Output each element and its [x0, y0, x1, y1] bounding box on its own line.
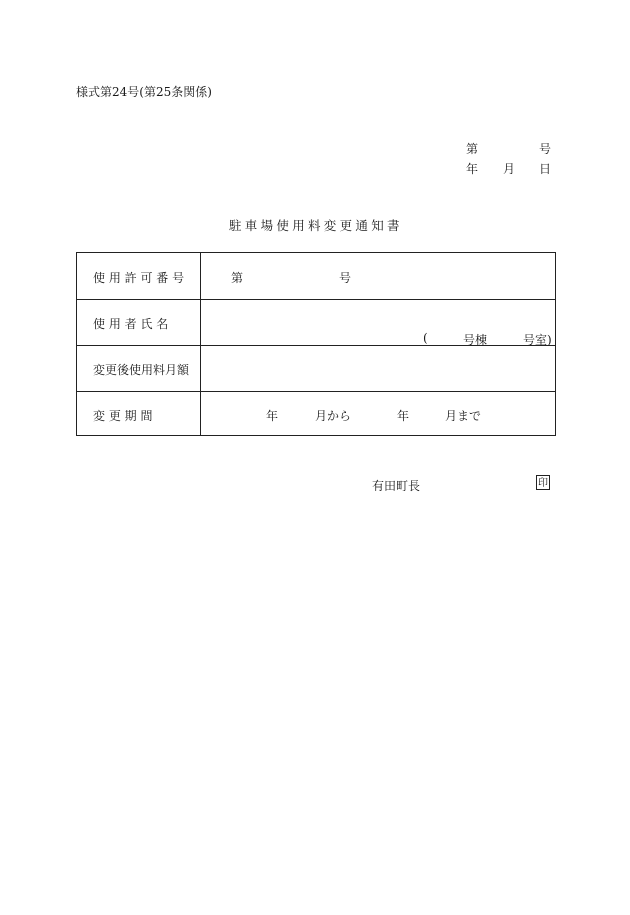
date-month: 月 [503, 162, 516, 176]
label-permit-number: 使 用 許 可 番 号 [93, 271, 185, 285]
table-divider-row-3 [77, 391, 555, 392]
notice-table [76, 252, 556, 436]
form-code: 様式第24号(第25条関係) [76, 85, 212, 99]
address-building: 号棟 [463, 333, 488, 347]
address-paren-open: ( [423, 331, 428, 345]
address-room: 号室) [523, 333, 552, 347]
permit-number-prefix: 第 [231, 271, 244, 285]
period-to-year: 年 [397, 409, 410, 423]
document-title: 駐車場使用料変更通知書 [229, 218, 403, 233]
period-to-month: 月まで [445, 409, 482, 423]
period-from-month: 月から [315, 409, 352, 423]
label-new-monthly-fee: 変更後使用料月額 [93, 363, 190, 377]
table-divider-vertical [200, 253, 201, 435]
doc-number-suffix: 号 [539, 142, 552, 156]
table-divider-row-1 [77, 299, 555, 300]
date-day: 日 [539, 162, 552, 176]
label-user-name: 使 用 者 氏 名 [93, 317, 169, 331]
date-year: 年 [466, 162, 479, 176]
seal-stamp: 印 [536, 475, 550, 490]
label-change-period: 変 更 期 間 [93, 409, 153, 423]
signatory: 有田町長 [372, 479, 421, 493]
period-from-year: 年 [266, 409, 279, 423]
permit-number-suffix: 号 [339, 271, 352, 285]
doc-number-prefix: 第 [466, 142, 479, 156]
